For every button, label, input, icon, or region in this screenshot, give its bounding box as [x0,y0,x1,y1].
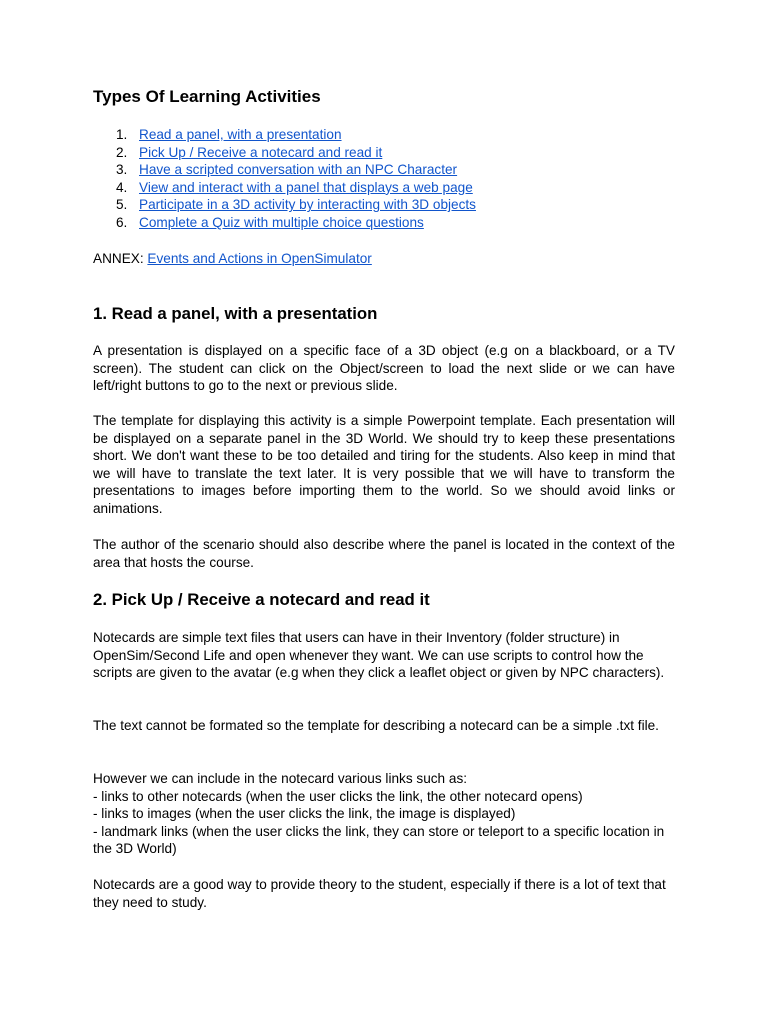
section2-paragraph-4: Notecards are a good way to provide theory to the student, especially if there is a lot of text that they need to study. [93,877,666,910]
toc-link-web-panel[interactable]: View and interact with a panel that displays a web page [139,179,473,195]
list-item: - landmark links (when the user clicks the link, they can store or teleport to a specific location in the 3D World) [93,823,665,857]
section2-paragraph-1: Notecards are simple text files that users can have in their Inventory (folder structure) in OpenSim/Second Life and open whenever they want. We can use scripts to control how the scripts are given to the avatar (e.g when they click a leaflet object or given by NPC characters). [93,630,665,681]
annex-link[interactable]: Events and Actions in OpenSimulator [147,251,372,266]
section1-paragraph-1: A presentation is displayed on a specific face of a 3D object (e.g on a blackboard, or a TV screen). The student can click on the Object/screen to load the next slide or we can have left/right buttons to go to the next or previous slide. [93,343,675,394]
toc-link-notecard[interactable]: Pick Up / Receive a notecard and read it [139,144,383,160]
toc-item-number: 3. [116,162,128,178]
section-heading-read-panel: 1. Read a panel, with a presentation [93,304,378,323]
section2-links-block [93,770,675,858]
annex-line [93,250,372,268]
toc-link-3d-activity[interactable]: Participate in a 3D activity by interacting with 3D objects [139,197,476,213]
document-title: Types Of Learning Activities [93,87,321,106]
section2-paragraph-2: The text cannot be formated so the template for describing a notecard can be a simple .txt file. [93,718,659,733]
toc-item [93,179,476,197]
table-of-contents [93,126,476,232]
links-intro: However we can include in the notecard various links such as: [93,771,468,786]
toc-item-number: 2. [116,144,128,160]
list-item: - links to images (when the user clicks the link, the image is displayed) [93,806,516,822]
toc-link-quiz[interactable]: Complete a Quiz with multiple choice questions [139,214,424,230]
toc-link-npc-conversation[interactable]: Have a scripted conversation with an NPC Character [139,162,458,178]
toc-item [93,144,476,162]
toc-item-number: 1. [116,127,128,142]
toc-link-read-panel[interactable]: Read a panel, with a presentation [139,127,342,142]
list-item: - links to other notecards (when the user clicks the link, the other notecard opens) [93,788,583,804]
section1-paragraph-2: The template for displaying this activity is a simple Powerpoint template. Each presentation will be displayed on a separate panel in the 3D World. We should try to keep these presentations short. We don't want these to be too detailed and tiring for the students. Also keep in mind that we will have to translate the text later. It is very possible that we will have to transform the presentations to images before importing them to the world. So we should avoid links or animations. [93,413,675,516]
annex-prefix: ANNEX: [93,251,148,266]
section-heading-notecard: 2. Pick Up / Receive a notecard and read it [93,590,430,609]
toc-item [93,161,476,179]
toc-item [93,196,476,214]
section1-paragraph-3: The author of the scenario should also describe where the panel is located in the context of the area that hosts the course. [93,537,675,570]
toc-item [93,126,476,144]
toc-item-number: 4. [116,179,128,195]
toc-item-number: 5. [116,197,128,213]
toc-item [93,214,476,232]
toc-item-number: 6. [116,214,128,230]
